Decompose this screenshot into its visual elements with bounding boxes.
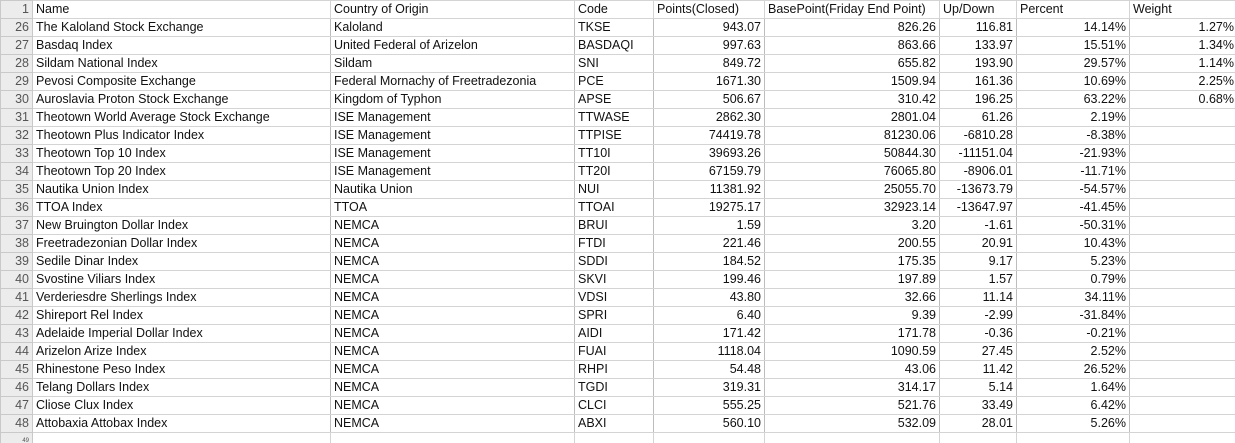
cell-country[interactable]: NEMCA (331, 415, 575, 433)
cell-weight[interactable] (1130, 379, 1235, 397)
cell-name[interactable]: Theotown Plus Indicator Index (33, 127, 331, 145)
cell-points-closed[interactable]: 184.52 (654, 253, 765, 271)
cell-country[interactable]: NEMCA (331, 307, 575, 325)
cell-points-closed[interactable]: 6.40 (654, 307, 765, 325)
cell-code[interactable]: TGDI (575, 379, 654, 397)
cell-points-closed[interactable]: 19275.17 (654, 199, 765, 217)
cell-country[interactable]: NEMCA (331, 235, 575, 253)
cell-code[interactable]: FTDI (575, 235, 654, 253)
row-header[interactable]: 42 (1, 307, 33, 325)
cell-basepoint[interactable]: 310.42 (765, 91, 940, 109)
cell-basepoint[interactable]: 197.89 (765, 271, 940, 289)
table-row (1, 415, 1235, 433)
cell-basepoint[interactable]: 32.66 (765, 289, 940, 307)
row-header[interactable]: 37 (1, 217, 33, 235)
cell-up-down[interactable]: 61.26 (940, 109, 1017, 127)
table-row (1, 343, 1235, 361)
cell-up-down[interactable]: 27.45 (940, 343, 1017, 361)
cell-percent[interactable]: -54.57% (1017, 181, 1130, 199)
cell-name[interactable]: Sedile Dinar Index (33, 253, 331, 271)
table-row (1, 37, 1235, 55)
row-header[interactable]: 1 (1, 1, 33, 19)
cell-weight[interactable] (1130, 109, 1235, 127)
cell-up-down[interactable]: -0.36 (940, 325, 1017, 343)
cell-weight[interactable] (1130, 199, 1235, 217)
table-row (1, 271, 1235, 289)
table-row (1, 19, 1235, 37)
cell-empty[interactable] (575, 433, 654, 443)
cell-weight[interactable] (1130, 307, 1235, 325)
cell-code[interactable]: APSE (575, 91, 654, 109)
row-header[interactable]: 34 (1, 163, 33, 181)
row-header[interactable]: 45 (1, 361, 33, 379)
cell-name[interactable]: Freetradezonian Dollar Index (33, 235, 331, 253)
cell-name[interactable]: Sildam National Index (33, 55, 331, 73)
table-row (1, 73, 1235, 91)
cell-name[interactable]: Nautika Union Index (33, 181, 331, 199)
cell-up-down[interactable]: -8906.01 (940, 163, 1017, 181)
cell-weight[interactable] (1130, 127, 1235, 145)
cell-percent[interactable]: -31.84% (1017, 307, 1130, 325)
cell-basepoint[interactable]: 43.06 (765, 361, 940, 379)
cell-weight[interactable] (1130, 235, 1235, 253)
cell-up-down[interactable]: -6810.28 (940, 127, 1017, 145)
cell-name[interactable]: Theotown Top 10 Index (33, 145, 331, 163)
cell-percent[interactable]: -41.45% (1017, 199, 1130, 217)
cell-name[interactable]: Theotown Top 20 Index (33, 163, 331, 181)
table-row (1, 325, 1235, 343)
cell-country[interactable]: ISE Management (331, 127, 575, 145)
cell-code[interactable]: TT10I (575, 145, 654, 163)
cell-up-down[interactable]: 9.17 (940, 253, 1017, 271)
cell-code[interactable]: SKVI (575, 271, 654, 289)
cell-code[interactable]: PCE (575, 73, 654, 91)
cell-country[interactable]: NEMCA (331, 397, 575, 415)
cell-weight[interactable] (1130, 271, 1235, 289)
cell-basepoint[interactable]: 3.20 (765, 217, 940, 235)
table-row (1, 145, 1235, 163)
row-header[interactable]: 36 (1, 199, 33, 217)
cell-country[interactable]: ISE Management (331, 163, 575, 181)
row-header[interactable]: 41 (1, 289, 33, 307)
cell-points-closed[interactable]: 39693.26 (654, 145, 765, 163)
cell-up-down[interactable]: 5.14 (940, 379, 1017, 397)
cell-basepoint[interactable]: 655.82 (765, 55, 940, 73)
cell-basepoint[interactable]: 1509.94 (765, 73, 940, 91)
column-header-country[interactable]: Country of Origin (331, 1, 575, 19)
cell-percent[interactable]: -0.21% (1017, 325, 1130, 343)
row-header[interactable]: 30 (1, 91, 33, 109)
row-header[interactable]: 44 (1, 343, 33, 361)
cell-basepoint[interactable]: 25055.70 (765, 181, 940, 199)
cell-code[interactable]: SPRI (575, 307, 654, 325)
cell-country[interactable]: NEMCA (331, 253, 575, 271)
cell-weight[interactable]: 0.68% (1130, 91, 1235, 109)
cell-percent[interactable]: 0.79% (1017, 271, 1130, 289)
table-row (1, 109, 1235, 127)
row-header[interactable]: 26 (1, 19, 33, 37)
column-header-up-down[interactable]: Up/Down (940, 1, 1017, 19)
cell-percent[interactable]: 34.11% (1017, 289, 1130, 307)
cell-code[interactable]: TKSE (575, 19, 654, 37)
cell-percent[interactable]: 2.19% (1017, 109, 1130, 127)
cell-code[interactable]: SDDI (575, 253, 654, 271)
cell-code[interactable]: RHPI (575, 361, 654, 379)
cell-up-down[interactable]: -11151.04 (940, 145, 1017, 163)
cell-code[interactable]: NUI (575, 181, 654, 199)
cell-country[interactable]: Sildam (331, 55, 575, 73)
cell-basepoint[interactable]: 175.35 (765, 253, 940, 271)
table-row (1, 127, 1235, 145)
cell-weight[interactable] (1130, 361, 1235, 379)
column-header-basepoint[interactable]: BasePoint(Friday End Point) (765, 1, 940, 19)
cell-name[interactable]: Svostine Viliars Index (33, 271, 331, 289)
cell-points-closed[interactable]: 74419.78 (654, 127, 765, 145)
cell-code[interactable]: FUAI (575, 343, 654, 361)
cell-empty[interactable] (1017, 433, 1130, 443)
cell-name[interactable]: Telang Dollars Index (33, 379, 331, 397)
cell-code[interactable]: TT20I (575, 163, 654, 181)
cell-up-down[interactable]: 11.42 (940, 361, 1017, 379)
cell-weight[interactable]: 1.34% (1130, 37, 1235, 55)
cell-up-down[interactable]: 196.25 (940, 91, 1017, 109)
cell-empty[interactable] (331, 433, 575, 443)
cell-name[interactable]: Adelaide Imperial Dollar Index (33, 325, 331, 343)
cell-up-down[interactable]: 20.91 (940, 235, 1017, 253)
cell-up-down[interactable]: -2.99 (940, 307, 1017, 325)
cell-country[interactable]: NEMCA (331, 379, 575, 397)
cell-name[interactable]: Pevosi Composite Exchange (33, 73, 331, 91)
cell-name[interactable]: Auroslavia Proton Stock Exchange (33, 91, 331, 109)
cell-basepoint[interactable]: 521.76 (765, 397, 940, 415)
row-header[interactable]: 49 (1, 433, 33, 443)
cell-basepoint[interactable]: 200.55 (765, 235, 940, 253)
cell-country[interactable]: Federal Mornachy of Freetradezonia (331, 73, 575, 91)
row-header[interactable]: 38 (1, 235, 33, 253)
cell-basepoint[interactable]: 532.09 (765, 415, 940, 433)
cell-up-down[interactable]: 33.49 (940, 397, 1017, 415)
row-header[interactable]: 33 (1, 145, 33, 163)
cell-points-closed[interactable]: 1118.04 (654, 343, 765, 361)
column-header-points-closed[interactable]: Points(Closed) (654, 1, 765, 19)
cell-points-closed[interactable]: 11381.92 (654, 181, 765, 199)
cell-name[interactable]: Attobaxia Attobax Index (33, 415, 331, 433)
cell-name[interactable]: Basdaq Index (33, 37, 331, 55)
row-header[interactable]: 43 (1, 325, 33, 343)
cell-country[interactable]: United Federal of Arizelon (331, 37, 575, 55)
row-header[interactable]: 35 (1, 181, 33, 199)
cell-weight[interactable] (1130, 415, 1235, 433)
cell-percent[interactable]: -21.93% (1017, 145, 1130, 163)
cell-code[interactable]: BASDAQI (575, 37, 654, 55)
cell-percent[interactable]: 63.22% (1017, 91, 1130, 109)
cell-points-closed[interactable]: 199.46 (654, 271, 765, 289)
row-header[interactable]: 28 (1, 55, 33, 73)
cell-points-closed[interactable]: 319.31 (654, 379, 765, 397)
cell-country[interactable]: NEMCA (331, 343, 575, 361)
cell-country[interactable]: NEMCA (331, 325, 575, 343)
cell-percent[interactable]: 1.64% (1017, 379, 1130, 397)
cell-empty[interactable] (654, 433, 765, 443)
cell-percent[interactable]: 5.23% (1017, 253, 1130, 271)
cell-name[interactable]: TTOA Index (33, 199, 331, 217)
cell-percent[interactable]: -8.38% (1017, 127, 1130, 145)
table-row (1, 253, 1235, 271)
row-header[interactable]: 31 (1, 109, 33, 127)
cell-weight[interactable] (1130, 163, 1235, 181)
cell-up-down[interactable]: 161.36 (940, 73, 1017, 91)
cell-name[interactable]: The Kaloland Stock Exchange (33, 19, 331, 37)
table-row (1, 397, 1235, 415)
table-row (1, 55, 1235, 73)
cell-points-closed[interactable]: 997.63 (654, 37, 765, 55)
cell-basepoint[interactable]: 81230.06 (765, 127, 940, 145)
cell-code[interactable]: TTWASE (575, 109, 654, 127)
cell-country[interactable]: Nautika Union (331, 181, 575, 199)
cell-basepoint[interactable]: 863.66 (765, 37, 940, 55)
column-header-code[interactable]: Code (575, 1, 654, 19)
cell-points-closed[interactable]: 67159.79 (654, 163, 765, 181)
row-header[interactable]: 32 (1, 127, 33, 145)
cell-empty[interactable] (765, 433, 940, 443)
cell-percent[interactable]: 10.69% (1017, 73, 1130, 91)
cell-points-closed[interactable]: 43.80 (654, 289, 765, 307)
cell-points-closed[interactable]: 849.72 (654, 55, 765, 73)
cell-percent[interactable]: 15.51% (1017, 37, 1130, 55)
cell-weight[interactable] (1130, 325, 1235, 343)
cell-points-closed[interactable]: 1.59 (654, 217, 765, 235)
cell-points-closed[interactable]: 555.25 (654, 397, 765, 415)
row-header[interactable]: 47 (1, 397, 33, 415)
cell-weight[interactable] (1130, 145, 1235, 163)
cell-basepoint[interactable]: 9.39 (765, 307, 940, 325)
cell-percent[interactable]: 14.14% (1017, 19, 1130, 37)
row-header[interactable]: 40 (1, 271, 33, 289)
cell-empty[interactable] (33, 433, 331, 443)
cell-country[interactable]: NEMCA (331, 271, 575, 289)
cell-code[interactable]: TTPISE (575, 127, 654, 145)
row-header[interactable]: 29 (1, 73, 33, 91)
cell-up-down[interactable]: 133.97 (940, 37, 1017, 55)
cell-name[interactable]: Arizelon Arize Index (33, 343, 331, 361)
cell-percent[interactable]: 5.26% (1017, 415, 1130, 433)
cell-name[interactable]: Theotown World Average Stock Exchange (33, 109, 331, 127)
cell-weight[interactable] (1130, 253, 1235, 271)
cell-up-down[interactable]: -13673.79 (940, 181, 1017, 199)
table-row (1, 361, 1235, 379)
table-row (1, 379, 1235, 397)
row-header[interactable]: 39 (1, 253, 33, 271)
cell-weight[interactable]: 1.27% (1130, 19, 1235, 37)
cell-basepoint[interactable]: 171.78 (765, 325, 940, 343)
cell-percent[interactable]: -11.71% (1017, 163, 1130, 181)
cell-percent[interactable]: 10.43% (1017, 235, 1130, 253)
cell-basepoint[interactable]: 826.26 (765, 19, 940, 37)
row-header[interactable]: 48 (1, 415, 33, 433)
column-header-weight[interactable]: Weight (1130, 1, 1235, 19)
cell-percent[interactable]: -50.31% (1017, 217, 1130, 235)
cell-weight[interactable]: 2.25% (1130, 73, 1235, 91)
table-row (1, 217, 1235, 235)
cell-points-closed[interactable]: 560.10 (654, 415, 765, 433)
cell-country[interactable]: Kaloland (331, 19, 575, 37)
cell-empty[interactable] (940, 433, 1017, 443)
cell-empty[interactable] (1130, 433, 1235, 443)
table-row (1, 163, 1235, 181)
cell-code[interactable]: BRUI (575, 217, 654, 235)
row-header[interactable]: 27 (1, 37, 33, 55)
row-header[interactable]: 46 (1, 379, 33, 397)
cell-country[interactable]: NEMCA (331, 217, 575, 235)
cell-name[interactable]: Rhinestone Peso Index (33, 361, 331, 379)
cell-name[interactable]: Cliose Clux Index (33, 397, 331, 415)
cell-basepoint[interactable]: 76065.80 (765, 163, 940, 181)
cell-percent[interactable]: 29.57% (1017, 55, 1130, 73)
cell-country[interactable]: Kingdom of Typhon (331, 91, 575, 109)
cell-basepoint[interactable]: 2801.04 (765, 109, 940, 127)
cell-points-closed[interactable]: 2862.30 (654, 109, 765, 127)
cell-code[interactable]: ABXI (575, 415, 654, 433)
cell-weight[interactable] (1130, 217, 1235, 235)
cell-points-closed[interactable]: 221.46 (654, 235, 765, 253)
cell-up-down[interactable]: 28.01 (940, 415, 1017, 433)
column-header-name[interactable]: Name (33, 1, 331, 19)
cell-weight[interactable] (1130, 181, 1235, 199)
cell-country[interactable]: NEMCA (331, 361, 575, 379)
cell-code[interactable]: AIDI (575, 325, 654, 343)
cell-percent[interactable]: 26.52% (1017, 361, 1130, 379)
cell-basepoint[interactable]: 1090.59 (765, 343, 940, 361)
cell-basepoint[interactable]: 314.17 (765, 379, 940, 397)
cell-percent[interactable]: 2.52% (1017, 343, 1130, 361)
cell-name[interactable]: Verderiesdre Sherlings Index (33, 289, 331, 307)
grid-body (1, 1, 1235, 443)
cell-code[interactable]: SNI (575, 55, 654, 73)
cell-basepoint[interactable]: 50844.30 (765, 145, 940, 163)
cell-points-closed[interactable]: 506.67 (654, 91, 765, 109)
cell-country[interactable]: TTOA (331, 199, 575, 217)
cell-up-down[interactable]: 11.14 (940, 289, 1017, 307)
table-row (1, 91, 1235, 109)
cell-weight[interactable] (1130, 289, 1235, 307)
cell-country[interactable]: ISE Management (331, 145, 575, 163)
cell-up-down[interactable]: -1.61 (940, 217, 1017, 235)
cell-name[interactable]: New Bruington Dollar Index (33, 217, 331, 235)
table-row (1, 235, 1235, 253)
cell-points-closed[interactable]: 171.42 (654, 325, 765, 343)
cell-up-down[interactable]: 193.90 (940, 55, 1017, 73)
cell-code[interactable]: TTOAI (575, 199, 654, 217)
cell-points-closed[interactable]: 1671.30 (654, 73, 765, 91)
cell-weight[interactable]: 1.14% (1130, 55, 1235, 73)
cell-up-down[interactable]: 1.57 (940, 271, 1017, 289)
column-header-percent[interactable]: Percent (1017, 1, 1130, 19)
cell-weight[interactable] (1130, 397, 1235, 415)
cell-country[interactable]: NEMCA (331, 289, 575, 307)
cell-percent[interactable]: 6.42% (1017, 397, 1130, 415)
cell-country[interactable]: ISE Management (331, 109, 575, 127)
cell-points-closed[interactable]: 943.07 (654, 19, 765, 37)
cell-code[interactable]: VDSI (575, 289, 654, 307)
table-row (1, 289, 1235, 307)
cell-points-closed[interactable]: 54.48 (654, 361, 765, 379)
table-row (1, 199, 1235, 217)
cell-basepoint[interactable]: 32923.14 (765, 199, 940, 217)
table-row-partial (1, 433, 1235, 443)
table-row (1, 307, 1235, 325)
cell-up-down[interactable]: -13647.97 (940, 199, 1017, 217)
cell-name[interactable]: Shireport Rel Index (33, 307, 331, 325)
cell-weight[interactable] (1130, 343, 1235, 361)
table-row (1, 181, 1235, 199)
header-row (1, 1, 1235, 19)
cell-up-down[interactable]: 116.81 (940, 19, 1017, 37)
cell-code[interactable]: CLCI (575, 397, 654, 415)
